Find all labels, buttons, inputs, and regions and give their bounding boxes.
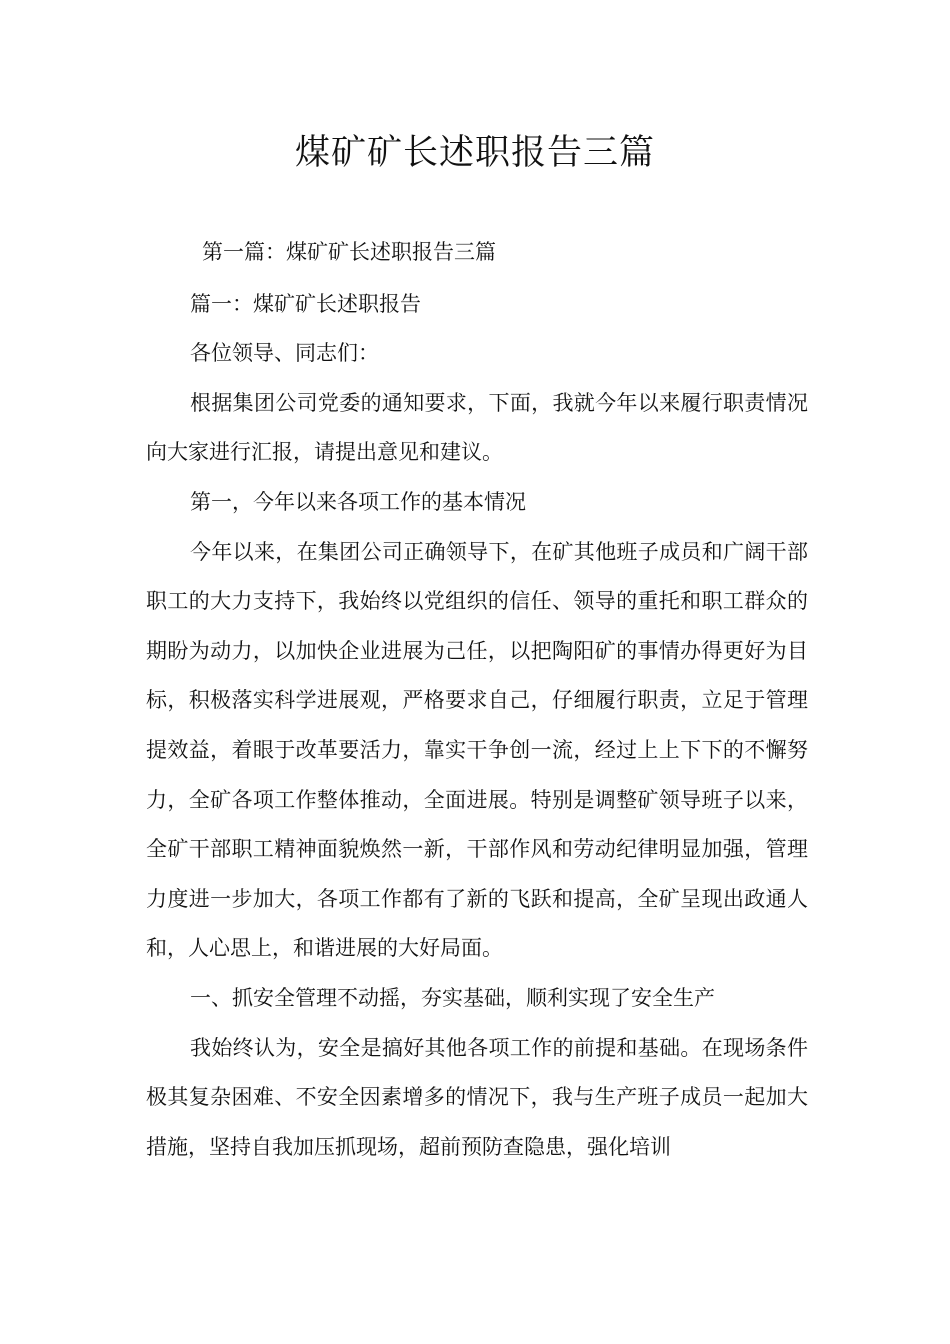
document-body [146,228,808,1172]
document-title: 煤矿矿长述职报告三篇 [294,133,655,173]
paragraph-subheading-1: 第一，今年以来各项工作的基本情况 [190,489,526,514]
paragraph-safety: 我始终认为，安全是搞好其他各项工作的前提和基础。在现场条件极其复杂困难、不安全因素增多的情况下，我与生产班子成员一起加大措施，坚持自我加压抓现场，超前预防查隐患，强化培训 [146,1035,808,1159]
paragraph-intro: 根据集团公司党委的通知要求，下面，我就今年以来履行职责情况向大家进行汇报，请提出意见和建议。 [146,390,808,465]
paragraph-subheading-2: 一、抓安全管理不动摇，夯实基础，顺利实现了安全生产 [190,985,715,1010]
paragraph-overview: 今年以来，在集团公司正确领导下，在矿其他班子成员和广阔干部职工的大力支持下，我始终以党组织的信任、领导的重托和职工群众的期盼为动力，以加快企业进展为己任，以把陶阳矿的事情办得更好为目标，积极落实科学进展观，严格要求自己，仔细履行职责，立足于管理提效益，着眼于改革要活力，靠实干争创一流，经过上上下下的不懈努力，全矿各项工作整体推动，全面进展。特别是调整矿领导班子以来，全矿干部职工精神面貌焕然一新，干部作风和劳动纪律明显加强，管理力度进一步加大，各项工作都有了新的飞跃和提高，全矿呈现出政通人和，人心思上，和谐进展的大好局面。 [146,539,808,961]
paragraph-chapter-heading: 第一篇：煤矿矿长述职报告三篇 [202,240,496,264]
paragraph-section-heading: 篇一：煤矿矿长述职报告 [190,291,421,316]
paragraph-salutation: 各位领导、同志们： [190,341,379,366]
